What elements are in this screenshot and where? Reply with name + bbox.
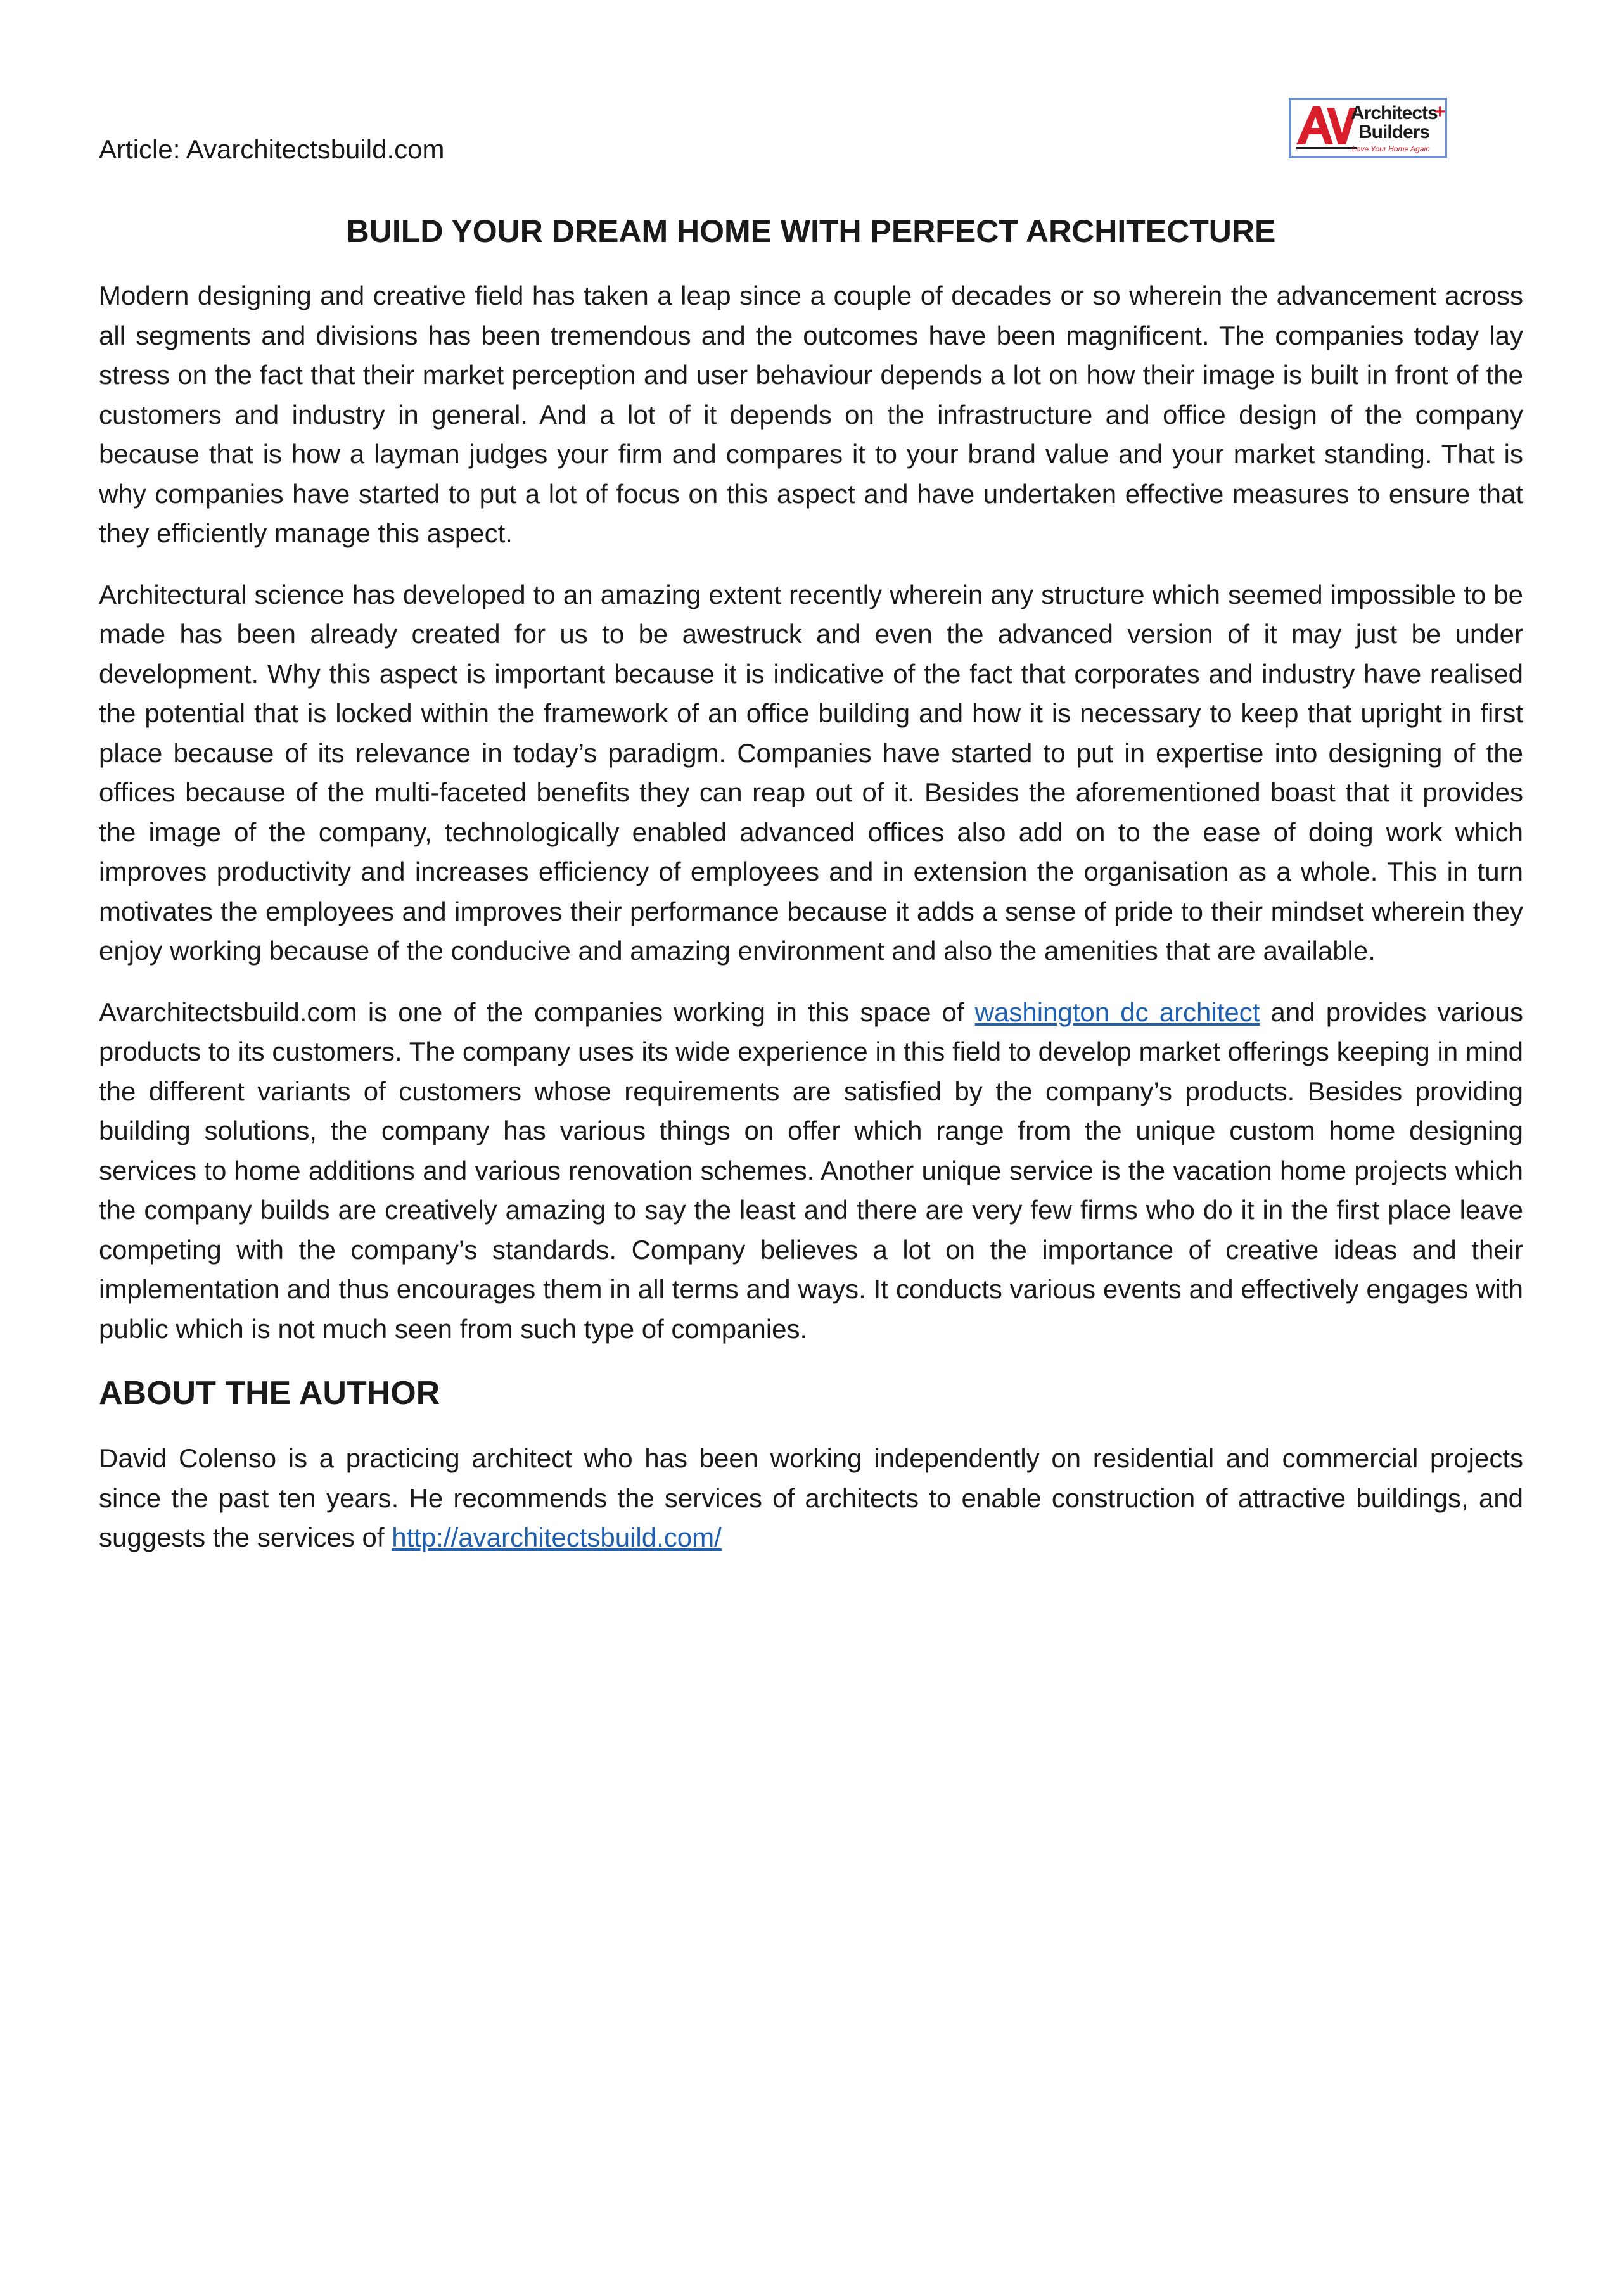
paragraph-2: Architectural science has developed to an amazing extent recently wherein any structure which seemed impossible to be made has been already created for us to be awestruck and even the advanced version of it may just be under development. Why this aspect is important because it is indicative of the fact that corporates and industry have realised the potential that is locked within the framework of an office building and how it is necessary to keep that upright in first place because of its relevance in today’s paradigm. Companies have started to put in expertise into designing of the offices because of the multi-faceted benefits they can reap out of it. Besides the aforementioned boast that it provides the image of the company, technologically enabled advanced offices also add on to the ease of doing work which improves productivity and increases efficiency of employees and in extension the organisation as a whole. This in turn motivates the employees and improves their performance because it adds a sense of pride to their mindset wherein they enjoy working because of the conducive and amazing environment and also the amenities that are available. [99, 579, 1523, 966]
about-author-heading: ABOUT THE AUTHOR [99, 1375, 440, 1412]
paragraph-3 [99, 993, 1523, 1349]
about-author-paragraph [99, 1439, 1523, 1558]
about-author-text: David Colenso is a practicing architect who has been working independently on residential and commercial projects since the past ten years. He recommends the services of architects to enable construction of attractive buildings, and suggests the services of [99, 1443, 1523, 1552]
paragraph-3-rest: and provides various products to its customers. The company uses its wide experience in this field to develop market offerings keeping in mind the different variants of customers whose requirements are satisfied by the company’s products. Besides providing building solutions, the company has various things on offer which range from the unique custom home designing services to home additions and various renovation schemes. Another unique service is the vacation home projects which the company builds are creatively amazing to say the least and there are very few firms who do it in the first place leave competing with the company’s standards. Company believes a lot on the importance of creative ideas and their implementation and thus encourages them in all terms and ways. It conducts various events and effectively engages with public which is not much seen from such type of companies. [99, 997, 1523, 1344]
article-title: BUILD YOUR DREAM HOME WITH PERFECT ARCHITECTURE [346, 214, 1276, 249]
article-body [99, 276, 1523, 1579]
logo-line-builders: Builders [1358, 122, 1430, 143]
avarchitectsbuild-link[interactable]: http://avarchitectsbuild.com/ [392, 1522, 722, 1552]
paragraph-3-lead: Avarchitectsbuild.com is one of the companies working in this space of [99, 997, 975, 1027]
logo-line-architects: Architects [1351, 103, 1438, 124]
logo-tagline: Love Your Home Again [1352, 144, 1430, 153]
article-source-label: Article: Avarchitectsbuild.com [99, 134, 445, 164]
paragraph-1: Modern designing and creative field has taken a leap since a couple of decades or so wherein the advancement across all segments and divisions has been tremendous and the outcomes have been magnificent. The companies today lay stress on the fact that their market perception and user behaviour depends a lot on how their image is built in front of the customers and industry in general. And a lot of it depends on the infrastructure and office design of the company because that is how a layman judges your firm and compares it to your brand value and your market standing. That is why companies have started to put a lot of focus on this aspect and have undertaken effective measures to ensure that they efficiently manage this aspect. [99, 281, 1523, 548]
logo-plus-sign: + [1434, 101, 1446, 122]
company-logo [1289, 98, 1447, 158]
washington-dc-architect-link[interactable]: washington dc architect [974, 997, 1260, 1027]
